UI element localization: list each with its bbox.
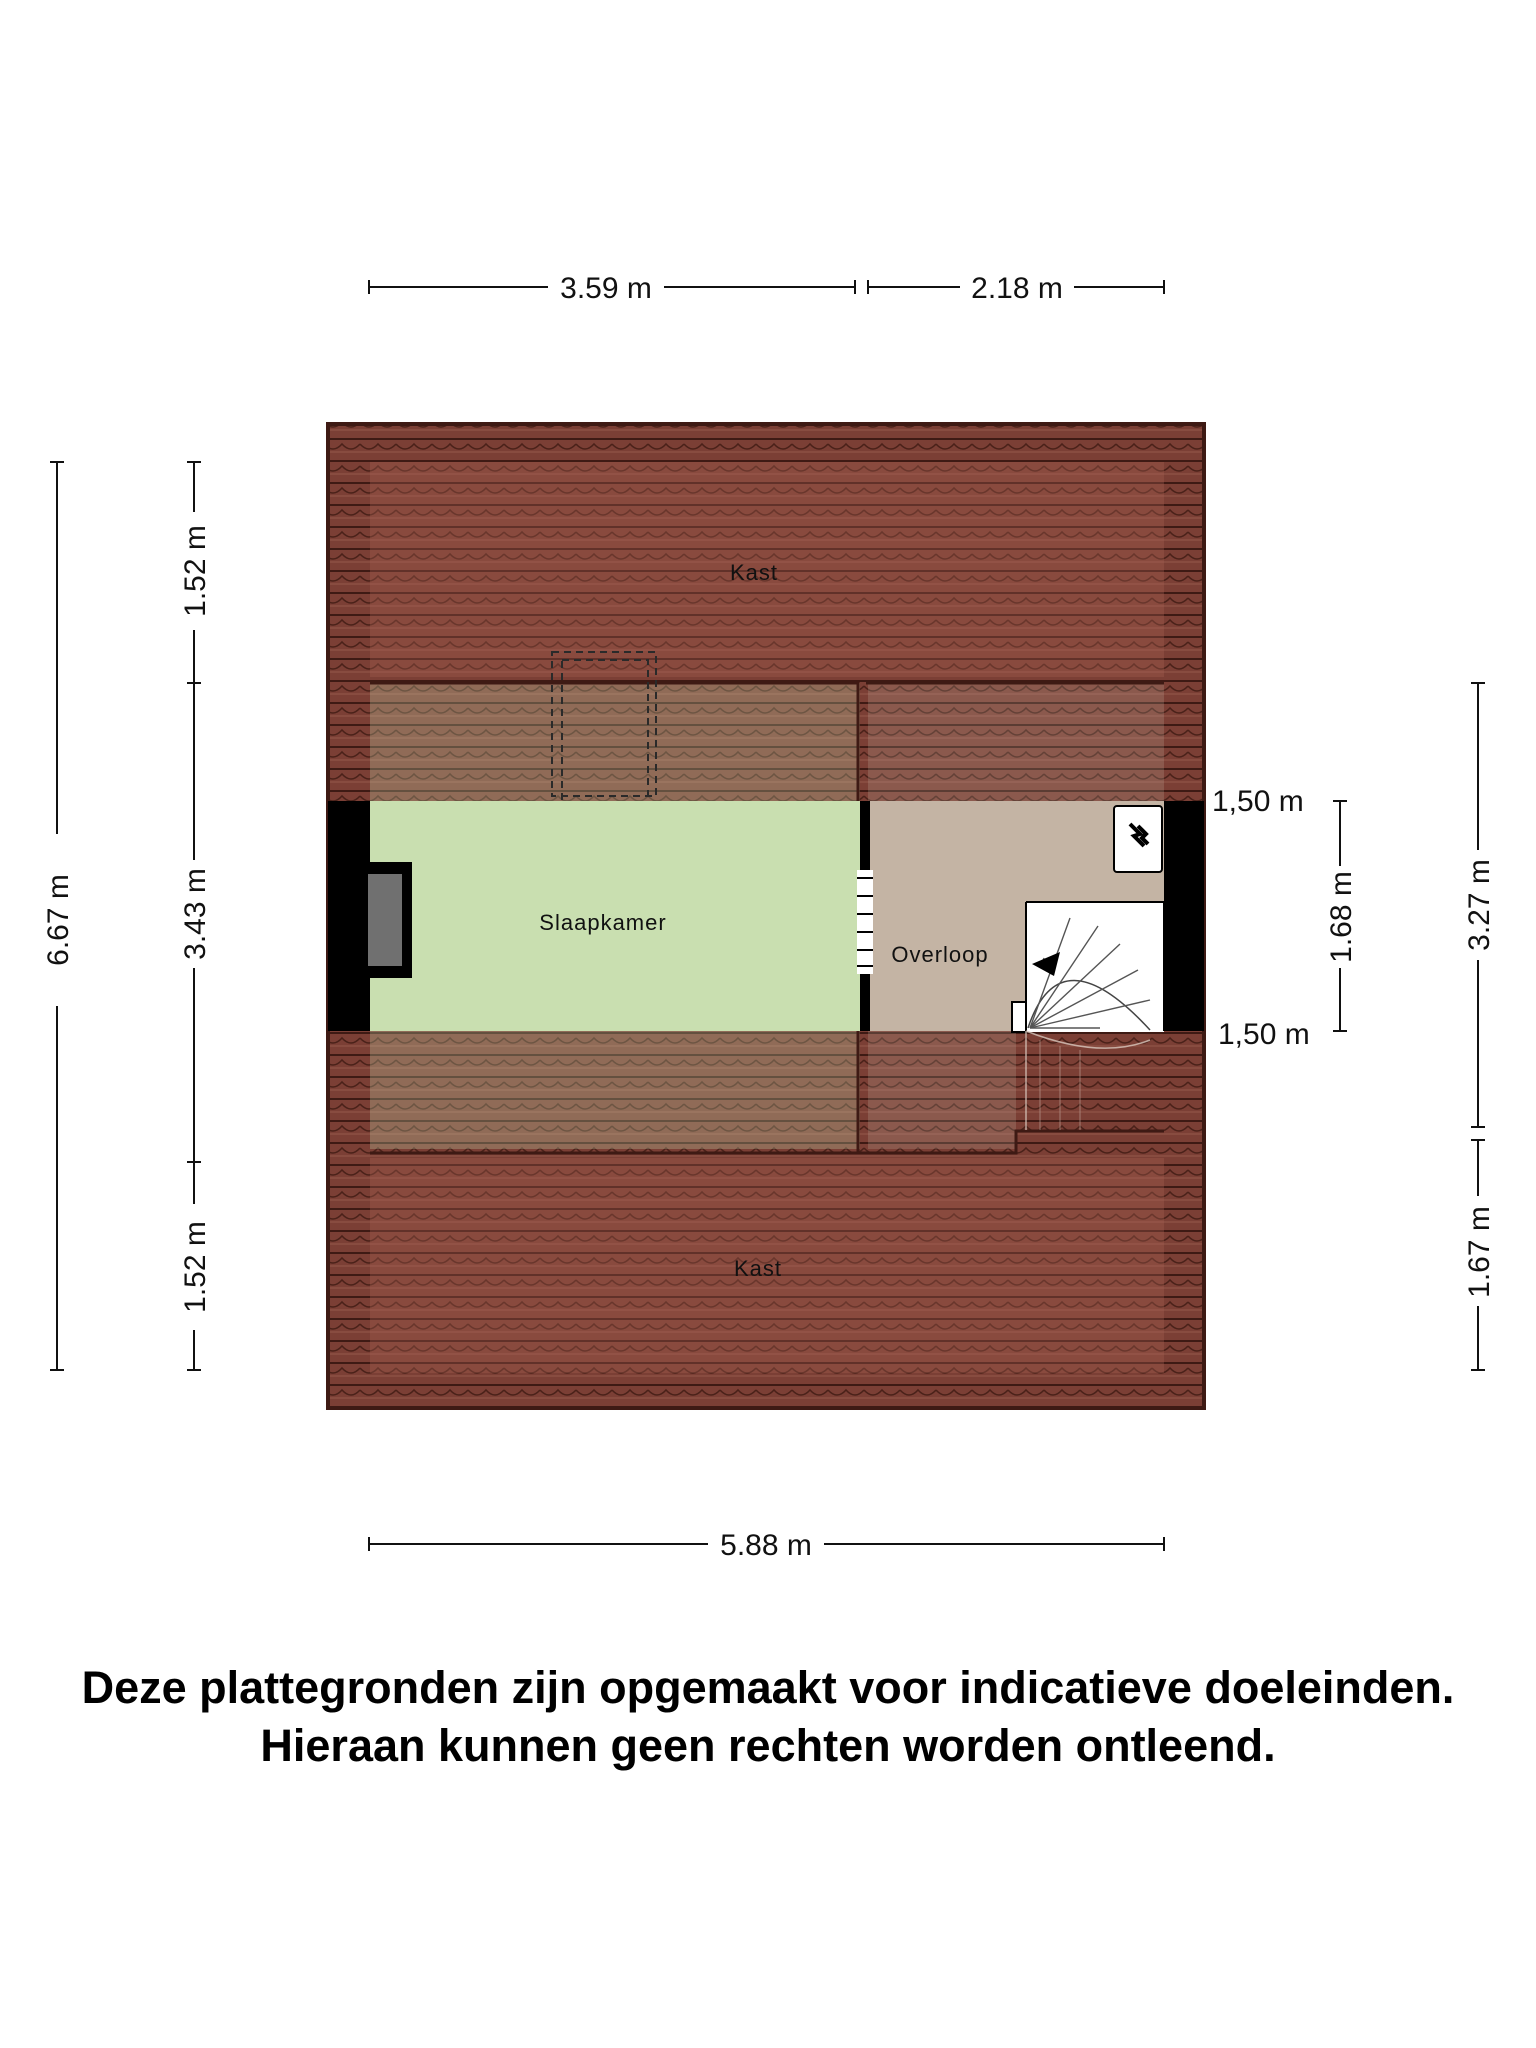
dim-left-upper: 1.52 m xyxy=(179,525,212,617)
dim-right-height-upper: 1,50 m xyxy=(1212,785,1304,818)
room-label-kast-bottom: Kast xyxy=(733,1256,783,1281)
room-label-slaapkamer: Slaapkamer xyxy=(539,910,667,935)
dim-right-lower: 1.67 m xyxy=(1463,1206,1496,1298)
dim-top-left: 3.59 m xyxy=(560,272,652,305)
disclaimer-line-1: Deze plattegronden zijn opgemaakt voor indicatieve doeleinden. xyxy=(81,1662,1455,1713)
overloop-slope-top xyxy=(868,683,1164,801)
dim-left-lower: 1.52 m xyxy=(179,1221,212,1313)
overloop-slope-bottom xyxy=(868,1031,1016,1149)
dim-right-upper: 3.27 m xyxy=(1463,859,1496,951)
room-label-kast-top: Kast xyxy=(729,560,779,585)
chimney xyxy=(358,862,412,978)
slaapkamer-slope-bottom xyxy=(370,1031,860,1149)
dim-left-middle: 3.43 m xyxy=(179,868,212,960)
wall-right xyxy=(1164,801,1204,1031)
door-middle xyxy=(857,870,873,974)
dim-right-height-lower: 1,50 m xyxy=(1218,1018,1310,1051)
dim-bottom: 5.88 m xyxy=(720,1529,812,1562)
boiler-icon xyxy=(1114,806,1162,872)
room-label-overloop: Overloop xyxy=(891,942,989,967)
dim-top-right: 2.18 m xyxy=(971,272,1063,305)
slaapkamer-slope-top xyxy=(370,683,860,801)
disclaimer-line-2: Hieraan kunnen geen rechten worden ontleend. xyxy=(260,1720,1276,1771)
dim-left-total: 6.67 m xyxy=(42,874,75,966)
dim-right-inner: 1.68 m xyxy=(1325,871,1358,963)
